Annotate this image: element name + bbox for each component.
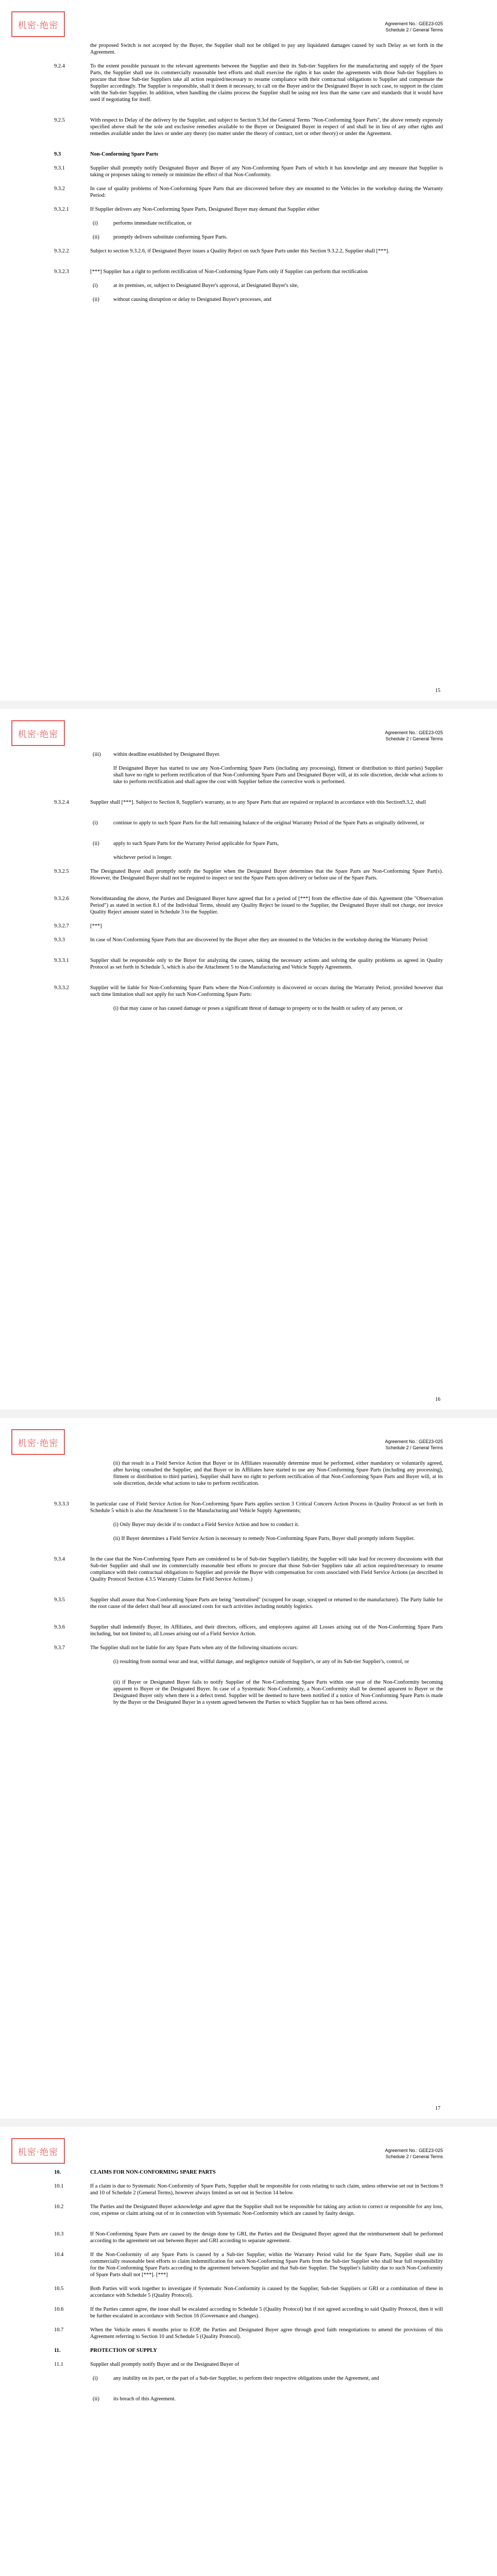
clause-paragraph xyxy=(54,985,443,998)
clause-text: Supplier shall promptly notify Designated Buyer and Buyer of any Non-Conforming Spare Parts of which it has knowledge and any measure that Supplier is taking or proposes taking to remedy or minimize the effect of that Non-Conformity. xyxy=(90,165,443,178)
clause-paragraph xyxy=(54,2204,443,2217)
clause-paragraph xyxy=(54,1645,443,1651)
clause-paragraph xyxy=(54,1658,443,1665)
clause-paragraph xyxy=(54,185,443,199)
clause-paragraph xyxy=(54,1460,443,1487)
clause-number: 9.3.3.3 xyxy=(54,1501,69,1507)
clause-number: 9.3.2.1 xyxy=(54,207,69,212)
clause-text: If Non-Conforming Spare Parts are caused by the design done by GRI, the Parties and the Designated Buyer agreed that the reimbursement shall be performed according to the agreement set out between Buyer and GRI according to separate agreement. xyxy=(90,2231,443,2244)
clause-paragraph xyxy=(54,42,443,56)
clause-text: Supplier shall [***]. Subject to Section 8, Supplier's warranty, as to any Spare Parts that are repaired or replaced in accordance with this Section9.3.2, shall xyxy=(90,800,426,805)
clause-text: When the Vehicle enters 6 months prior to EOP, the Parties and Designated Buyer agree through good faith renegotiations to amend the provisions of this Agreement referring to Section 10 and Schedule 5 (Quality Protocol). xyxy=(90,2327,443,2340)
clause-paragraph xyxy=(54,799,443,806)
clause-number: (i) xyxy=(93,2376,98,2381)
clause-number: 10.1 xyxy=(54,2183,64,2189)
clause-number: 9.3 xyxy=(54,151,61,157)
clause-text: If Supplier delivers any Non-Conforming Spare Parts, Designated Buyer may demand that Supplier either xyxy=(90,207,319,212)
clause-number: 9.3.1 xyxy=(54,165,65,171)
clause-paragraph xyxy=(54,1679,443,1706)
clause-paragraph xyxy=(54,2306,443,2319)
clause-paragraph xyxy=(54,117,443,137)
clause-text: The Designated Buyer shall promptly notify the Supplier when the Designated Buyer determines that the Spare Parts are Non-Conforming Spare Part(s). However, the Designated Buyer shall not be required to inspect or test the Spare Parts upon delivery or before use of the Spare Parts. xyxy=(90,869,443,881)
document-page xyxy=(0,0,497,701)
clause-text: Notwithstanding the above, the Parties and Designated Buyer have agreed that for a period of [***] from the effective date of this Agreement (the "Observation Period") as stated in section 8.1 of the Individual Terms, should any Quality Reject be issued to the Supplier, the Designated Buyer shall not charge, nor invoice Quality Reject amount stated in Schedule 3 to the Supplier. xyxy=(90,896,443,915)
clause-paragraph xyxy=(54,2361,443,2368)
clause-number: (iii) xyxy=(93,752,101,757)
clause-paragraph xyxy=(54,957,443,971)
clause-number: 9.3.2.2 xyxy=(54,248,69,254)
clause-number: 9.3.2.5 xyxy=(54,869,69,874)
confidential-stamp: 机密·绝密 xyxy=(11,11,65,37)
clause-text: [***] Supplier has a right to perform rectification of Non-Conforming Spare Parts only if Supplier can perform that rectification xyxy=(90,269,368,275)
clause-text: PROTECTION OF SUPPLY xyxy=(90,2348,157,2353)
clause-text: its breach of this Agreement. xyxy=(113,2396,176,2402)
clause-number: (i) xyxy=(93,221,98,226)
clause-number: 9.3.4 xyxy=(54,1556,65,1562)
clause-text: within deadline established by Designated Buyer. xyxy=(113,752,220,757)
clause-text: Both Parties will work together to investigate if Systematic Non-Conformity is caused by the Supplier, Sub-tier Suppliers or GRI or a combination of these in accordance with Schedule 5 (Quality Protocol). xyxy=(90,2286,443,2298)
clause-text: (ii) if Buyer or Designated Buyer fails to notify Supplier of the Non-Conforming Spare Parts within one year of the Non-Conformity becoming apparent to Buyer or the Designated Buyer. In case of a Systematic Non-Conformity, a Non-Conformity shall be deemed apparent to Buyer or the Designated Buyer only when there is a defect trend. Supplier will be deemed to have been notified if a notice of Non-Conforming Spare Parts is made by the Buyer or the Designated Buyer in a system agreed between the Parties to which Supplier has or has been offered access. xyxy=(113,1680,443,1705)
clause-text: Subject to section 9.3.2.6, if Designated Buyer issues a Quality Reject on such Spare Parts under this Section 9.3.2.2, Supplier shall [***]. xyxy=(90,248,389,254)
clause-text: without causing disruption or delay to Designated Buyer's processes, and xyxy=(113,297,271,302)
clause-paragraph xyxy=(54,840,443,847)
clause-text: In case of quality problems of Non-Conforming Spare Parts that are discovered before they are mounted to the Vehicles in the workshop during the Warranty Period: xyxy=(90,186,443,198)
clause-number: 9.2.4 xyxy=(54,63,65,69)
clause-text: In particular case of Field Service Action for Non-Conforming Spare Parts applies section 3 Critical Concern Action Process in Quality Protocol as set forth in Schedule 5 which is also the Attachment 5 to the Manufacturing and Vehicle Supply Agreements; xyxy=(90,1501,443,1514)
clause-number: (ii) xyxy=(93,297,99,302)
clause-paragraph xyxy=(54,751,443,758)
clause-paragraph xyxy=(54,206,443,213)
clause-text: If the Parties cannot agree, the issue shall be escalated according to Schedule 5 (Quality Protocol) but if not agreed according to said Quality Protocol, then it will be further escalated in accordance with Section 16 (Governance and changes). xyxy=(90,2307,443,2319)
clause-number: 11.1 xyxy=(54,2362,63,2367)
clause-number: 9.3.3.2 xyxy=(54,985,69,991)
section-heading xyxy=(54,2347,443,2354)
clause-paragraph xyxy=(54,1556,443,1583)
clause-paragraph xyxy=(54,1005,443,1012)
clause-number: 9.3.3.1 xyxy=(54,958,69,963)
clause-paragraph xyxy=(54,220,443,227)
clause-text: performs immediate rectification, or xyxy=(113,221,192,226)
clause-number: 9.3.2.3 xyxy=(54,269,69,275)
page-gap xyxy=(0,1410,497,1418)
clause-text: apply to such Spare Parts for the Warranty Period applicable for Spare Parts, xyxy=(113,841,279,846)
page-number: 16 xyxy=(435,1397,440,1402)
clause-text: (ii) that result in a Field Service Action that Buyer or its Affiliates reasonably determine must be performed, either mandatory or voluntarily agreed, after having consulted the Supplier, and that Buyer or its Affiliates have started to use any Non-Conforming Spare Parts (including any processing), fitment or distribution to third parties), Supplier shall have no right to perform rectification of that Non-Conforming Spare Parts and Buyer will, at its sole discretion, decide what actions to take to perform rectification. xyxy=(113,1461,443,1486)
clause-paragraph xyxy=(54,1501,443,1514)
clause-text: (i) that may cause or has caused damage or poses a significant threat of damage to property or to the health or safety of any person, or xyxy=(113,1006,403,1011)
clause-number: 10.4 xyxy=(54,2252,64,2258)
clause-number: (ii) xyxy=(93,234,99,240)
page-gap xyxy=(0,2119,497,2127)
clause-text: If a claim is due to Systematic Non-Conformity of Spare Parts, Supplier shall be responsible for costs relating to such claim, unless otherwise set out in Sections 9 and 10 of Schedule 2 (General Terms), however always limited as set out in Section 14 below. xyxy=(90,2183,443,2196)
clause-text: In the case that the Non-Conforming Spare Parts are considered to be of Sub-tier Supplier's liability, the Supplier will take lead for recovery discussions with that Sub-tier Supplier and shall use its commercially reasonable best efforts to procure that those Sub-tier Suppliers take all action required/necessary to resume compliance with their contractual obligations to Supplier and provide the Buyer with compensation for costs associated with Field Service Actions (as described in Quality Protocol Section 4.3.5 Warranty Claims for Field Service Actions.) xyxy=(90,1556,443,1582)
clause-text: (ii) If Buyer determines a Field Service Action is necessary to remedy Non-Conforming Spare Parts, Buyer shall promptly inform Supplier. xyxy=(113,1536,415,1541)
clause-paragraph xyxy=(54,234,443,241)
clause-text: The Parties and the Designated Buyer acknowledge and agree that the Supplier shall not be responsible for taking any action to correct or responsible for any loss, cost, expense or claim arising out of or in connection with Systematic Non-Conformity which are caused by faulty design. xyxy=(90,2204,443,2216)
clause-paragraph xyxy=(54,2183,443,2196)
clause-number: 9.2.5 xyxy=(54,117,65,123)
page-header: Agreement No.: GEE23-025 Schedule 2 / General Terms xyxy=(385,730,443,741)
clause-text: Supplier shall indemnify Buyer, its Affiliates, and their directors, officers, and employees against all Losses arising out of the Non-Conforming Spare Parts including, but not limited to, all Losses arising out of a Field Service Action. xyxy=(90,1624,443,1637)
clause-number: 10. xyxy=(54,2170,61,2175)
clause-text: In case of Non-Conforming Spare Parts that are discovered by the Buyer after they are mounted to the Vehicles in the workshop during the Warranty Period: xyxy=(90,937,429,943)
clause-paragraph xyxy=(54,2231,443,2244)
clause-number: 9.3.6 xyxy=(54,1624,65,1630)
clause-number: 9.3.2.7 xyxy=(54,923,69,929)
clause-paragraph xyxy=(54,296,443,303)
clause-text: The Supplier shall not be liable for any Spare Parts when any of the following situations occurs: xyxy=(90,1645,298,1651)
clause-number: 9.3.2.6 xyxy=(54,896,69,902)
clause-text: the proposed Switch is not accepted by the Buyer, the Supplier shall not be obliged to pay any liquidated damages caused by such Delay as set forth in the Agreement. xyxy=(90,43,443,55)
section-heading xyxy=(54,151,443,158)
confidential-stamp: 机密·绝密 xyxy=(11,720,65,746)
clause-number: (ii) xyxy=(93,841,99,846)
clause-text: With respect to Delay of the delivery by the Supplier, and subject to Section 9.3of the General Terms "Non-Conforming Spare Parts", the above remedy expressly specified above shall be the sole and exclusive remedies available to the Buyer or Designated Buyer in respect of and shall be in lieu of any other rights and remedies available under the laws or under any theory (no matter under the theory of contract, tort or other theory) or under the Agreement. xyxy=(90,117,443,137)
confidential-stamp: 机密·绝密 xyxy=(11,2138,65,2164)
clause-number: 9.3.3 xyxy=(54,937,65,943)
confidential-stamp: 机密·绝密 xyxy=(11,1429,65,1455)
clause-number: 10.3 xyxy=(54,2231,64,2237)
document-page xyxy=(0,2127,497,2576)
clause-number: 10.5 xyxy=(54,2286,64,2292)
document-page xyxy=(0,1418,497,2119)
clause-paragraph xyxy=(54,1624,443,1637)
clause-text: continue to apply to such Spare Parts for the full remaining balance of the original Warranty Period of the Spare Parts as originally delivered, or xyxy=(113,820,424,826)
clause-paragraph xyxy=(54,1535,443,1542)
clause-number: 9.3.7 xyxy=(54,1645,65,1651)
clause-paragraph xyxy=(54,2327,443,2340)
clause-paragraph xyxy=(54,165,443,178)
clause-number: (ii) xyxy=(93,2396,99,2402)
clause-paragraph xyxy=(54,282,443,289)
clause-text: Supplier shall promptly notify Buyer and or the Designated Buyer of xyxy=(90,2362,239,2367)
clause-number: 10.2 xyxy=(54,2204,64,2210)
clause-paragraph xyxy=(54,820,443,826)
clause-text: (i) resulting from normal wear and tear, willful damage, and negligence outside of Supplier's, or any of its Sub-tier Supplier's, control, or xyxy=(113,1659,409,1665)
page-header: Agreement No.: GEE23-025 Schedule 2 / General Terms xyxy=(385,1439,443,1450)
clause-text: promptly delivers substitute conforming Spare Parts. xyxy=(113,234,228,240)
clause-paragraph xyxy=(54,1597,443,1610)
clause-text: whichever period is longer. xyxy=(113,855,173,860)
page-header: Agreement No.: GEE23-025 Schedule 2 / General Terms xyxy=(385,2148,443,2159)
clause-text: Supplier will be liable for Non-Conforming Spare Parts where the Non-Conformity is discovered or occurs during the Warranty Period, provided however that such time limitation shall not apply for such Non-Conforming Spare Parts: xyxy=(90,985,443,997)
clause-paragraph xyxy=(54,2251,443,2278)
page-number: 17 xyxy=(435,2106,440,2111)
clause-text: Non-Conforming Spare Parts xyxy=(90,151,159,157)
clause-text: If Designated Buyer has started to use any Non-Conforming Spare Parts (including any processing), fitment or distribution to third parties) Supplier shall have no right to perform rectification of that Non-Conforming Spare Parts and Designated Buyer will, at its sole discretion, decide what actions to take to perform rectification and shall agree the cost with Supplier before the corrective work is performed. xyxy=(113,766,443,785)
clause-text: Supplier shall assure that Non-Conforming Spare Parts are being "neutralised" (scrapped for usage, scrapped or returned to the manufacturer). The Party liable for the root cause of the defect shall bear all associated costs for such activities including notably logistics. xyxy=(90,1597,443,1609)
clause-paragraph xyxy=(54,868,443,882)
clause-number: 9.3.2.4 xyxy=(54,800,69,805)
clause-text: any inability on its part, or the part of a Sub-tier Supplier, to perform their respective obligations under the Agreement, and xyxy=(113,2376,379,2381)
clause-number: 11. xyxy=(54,2348,61,2353)
clause-paragraph xyxy=(54,2396,443,2402)
clause-paragraph xyxy=(54,895,443,916)
clause-text: (i) Only Buyer may decide if to conduct a Field Service Action and how to conduct it. xyxy=(113,1522,299,1528)
clause-text: at its premises, or, subject to Designated Buyer's approval, at Designated Buyer's site, xyxy=(113,283,299,289)
page-header: Agreement No.: GEE23-025 Schedule 2 / General Terms xyxy=(385,21,443,32)
page-gap xyxy=(0,701,497,709)
clause-paragraph xyxy=(54,1521,443,1528)
clause-paragraph xyxy=(54,2375,443,2382)
clause-number: (i) xyxy=(93,820,98,826)
clause-text: CLAIMS FOR NON-CONFORMING SPARE PARTS xyxy=(90,2170,216,2175)
clause-text: Supplier shall be responsible only to the Buyer for analyzing the causes, taking the necessary actions and solving the quality problems as agreed in Quality Protocol as set forth in Schedule 5, which is also the Attachment 5 to the Manufacturing and Vehicle Supply Agreements. xyxy=(90,958,443,970)
clause-number: 10.7 xyxy=(54,2327,64,2333)
clause-number: 9.3.2 xyxy=(54,186,65,192)
clause-number: 10.6 xyxy=(54,2307,64,2312)
clause-text: To the extent possible pursuant to the relevant agreements between the Supplier and their its Sub-tier Suppliers for the manufacturing and supply of the Spare Parts, the Supplier shall use its commercially reasonable best efforts and shall exercise the rights it has under the agreements with those Sub-tier Suppliers to procure that those Sub-tier Suppliers take all action required/necessary to resume compliance with their contractual obligations to Supplier and compensate the Supplier accordingly. The Supplier is responsible, shall it deem it necessary, to call on the Buyer and/or the Designated Buyer in such case, to support in the claim with the Sub-tier Supplier. In addition, when handling the claims process the Supplier shall be using not less than the same care and standards that it would have used if negotiating for itself. xyxy=(90,63,443,103)
clause-paragraph xyxy=(54,923,443,929)
clause-paragraph xyxy=(54,63,443,103)
clause-paragraph xyxy=(54,765,443,785)
clause-number: (i) xyxy=(93,283,98,289)
clause-paragraph xyxy=(54,937,443,943)
clause-text: If the Non-Conformity of any Spare Parts is caused by a Sub-tier Supplier, within the Warranty Period valid for the Spare Parts, Supplier shall use its commercially reasonable best efforts to claim indemnification for such Non-Conforming Spare Parts from the Sub-tier Supplier who shall bear full responsibility for the Non-Conforming Spare Parts according to the agreement between Supplier and that Sub-tier Supplier. The Supplier's liability due to such Non-Conformity of Spare Parts shall not [***]. [***] xyxy=(90,2252,443,2278)
page-number: 15 xyxy=(435,688,440,693)
clause-number: 9.3.5 xyxy=(54,1597,65,1603)
clause-paragraph xyxy=(54,854,443,861)
clause-paragraph xyxy=(54,248,443,255)
clause-paragraph xyxy=(54,268,443,275)
clause-paragraph xyxy=(54,2285,443,2299)
section-heading xyxy=(54,2169,443,2176)
clause-text: [***] xyxy=(90,923,102,929)
document-page xyxy=(0,709,497,1410)
